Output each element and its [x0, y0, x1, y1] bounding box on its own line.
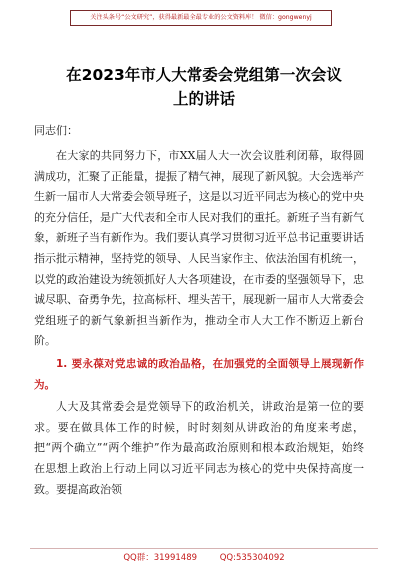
header-banner: 关注头条号“公文研究”，获得最新最全最专业的公文资料库！ 微信：gongwenyj [70, 10, 332, 26]
section-heading-1 [34, 354, 364, 395]
document-body [34, 146, 364, 500]
paragraph-1: 在大家的共同努力下，市XX届人大一次会议胜利闭幕，取得圆满成功，汇聚了正能量，提振了精气神，展现了新风貌。大会选举产生新一届市人大常委会领导班子，这是以习近平同志为核心的党中央的充分信任，是广大代表和全市人民对我们的重托。新班子当有新气象，新班子当有新作为。我们要认真学习贯彻习近平总书记重要讲话指示批示精神，坚持党的领导、人民当家作主、依法治国有机统一，以党的政治建设为统领抓好人大各项建设，在市委的坚强领导下，忠诚尽职、奋勇争先，拉高标杆、埋头苦干，展现新一届市人大常委会党组班子的新气象新担当新作为，推动全市人大工作不断迈上新台阶。 [34, 149, 364, 348]
footer-qq: QQ:535304092 [219, 553, 285, 563]
paragraph-2: 人大及其常委会是党领导下的政治机关，讲政治是第一位的要求。要在做具体工作的时候，时时刻刻从讲政治的角度来考虑，把“两个确立”“两个维护”作为最高政治原则和根本政治规矩，始终在思想上政治上行动上同以习近平同志为核心的党中央保持高度一致。要提高政治领 [34, 400, 364, 496]
footer-qq-group: QQ群：31991489 [123, 553, 198, 563]
document-title-line-1: 在2023年市人大常委会党组第一次会议 [66, 66, 342, 84]
footer-divider [30, 548, 378, 549]
section-heading-text: 要永葆对党忠诚的政治品格，在加强党的全面领导上展现新作为。 [34, 357, 364, 391]
document-title-line-2: 上的讲话 [172, 90, 235, 108]
section-heading-number: 1. [56, 357, 68, 370]
page-footer [0, 551, 408, 563]
salutation: 同志们： [34, 124, 78, 137]
